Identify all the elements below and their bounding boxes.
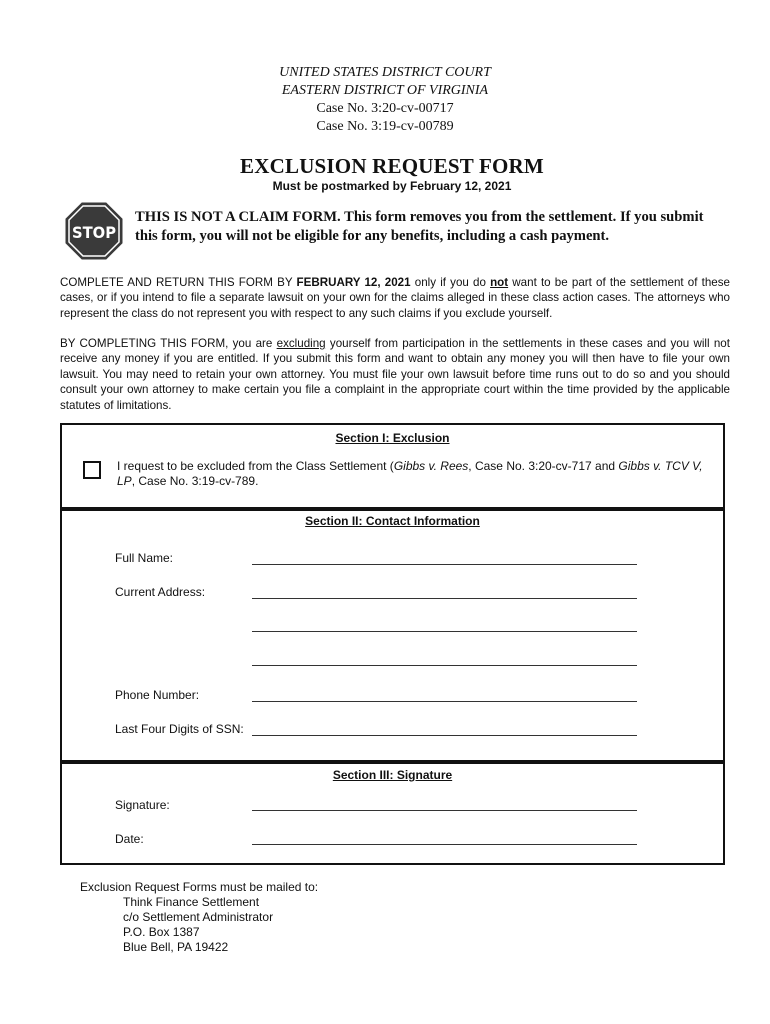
form-title: EXCLUSION REQUEST FORM (240, 154, 544, 178)
section-exclusion-heading: Section I: Exclusion (335, 431, 450, 445)
stop-sign-label: STOP (72, 223, 117, 242)
req-text-b: , Case No. 3:20-cv-717 and (468, 459, 619, 473)
mailing-address-line-1: Think Finance Settlement (123, 895, 260, 909)
mailing-intro: Exclusion Request Forms must be mailed to: (80, 880, 319, 894)
address-label: Current Address: (115, 585, 206, 599)
mailing-instructions (80, 880, 318, 955)
section-contact-heading: Section II: Contact Information (305, 514, 480, 528)
p1-prefix: COMPLETE AND RETURN THIS FORM BY (60, 276, 297, 289)
court-name: UNITED STATES DISTRICT COURT (279, 65, 491, 80)
not-a-claim-warning (135, 208, 735, 246)
stop-sign-icon (65, 202, 123, 260)
p1-deadline: FEBRUARY 12, 2021 (296, 276, 411, 289)
warning-line-1: THIS IS NOT A CLAIM FORM. This form removes you from the settlement. If you submit (135, 209, 704, 225)
p1-mid: only if you do (410, 276, 491, 289)
full-name-label: Full Name: (115, 551, 174, 565)
ssn-label: Last Four Digits of SSN: (115, 722, 244, 736)
p2-excluding: excluding (276, 337, 326, 350)
exclusion-checkbox[interactable] (83, 461, 101, 479)
phone-field[interactable] (252, 701, 637, 702)
case-number-2: Case No. 3:19-cv-00789 (316, 119, 454, 134)
mailing-address-line-4: Blue Bell, PA 19422 (123, 940, 229, 954)
mailing-address-line-3: P.O. Box 1387 (123, 925, 200, 939)
p1-suffix: want to be part of the settlement of these cases, or if you intend to file a separate lawsuit on your own for the claims alleged in these class action cases. The attorneys who represent the class do not represent you with respect to any such claims if you exclude yourself. (60, 276, 731, 320)
mailing-address-line-2: c/o Settlement Administrator (123, 910, 274, 924)
instructions-paragraph-1 (60, 275, 730, 321)
address-field-line-2[interactable] (252, 631, 637, 632)
instructions-paragraph-2 (60, 336, 730, 413)
p2-suffix: yourself from participation in the settlements in these cases and you will not receive any money if you are entitled. If you submit this form and want to obtain any money you will then have to file your own lawsuit. You may need to retain your own attorney. You must file your own lawsuit before time runs out to do so and you should consult your own attorney to make certain you file a complaint in the appropriate court within the time provided by the applicable statutes of limitations. (60, 337, 730, 412)
signature-label: Signature: (115, 798, 170, 812)
signature-field[interactable] (252, 810, 637, 811)
section-exclusion (60, 423, 725, 511)
address-field-line-1[interactable] (252, 598, 637, 599)
p2-prefix: BY COMPLETING THIS FORM, you are (60, 337, 277, 350)
court-district: EASTERN DISTRICT OF VIRGINIA (281, 83, 489, 98)
phone-label: Phone Number: (115, 688, 200, 702)
case-number-1: Case No. 3:20-cv-00717 (316, 101, 454, 116)
date-field[interactable] (252, 844, 637, 845)
section-contact (60, 507, 725, 764)
section-signature (60, 760, 725, 865)
section-signature-heading: Section III: Signature (332, 768, 453, 782)
req-case-name-1: Gibbs v. Rees (393, 459, 469, 473)
postmark-deadline: Must be postmarked by February 12, 2021 (272, 179, 512, 193)
exclusion-request-text (117, 459, 707, 489)
address-field-line-3[interactable] (252, 665, 637, 666)
req-case-name-2: Gibbs v. TCV V, LP (117, 459, 703, 488)
req-text-c: , Case No. 3:19-cv-789. (131, 474, 259, 488)
date-label: Date: (115, 832, 144, 846)
warning-line-2: this form, you will not be eligible for any benefits, including a cash payment. (135, 228, 610, 244)
full-name-field[interactable] (252, 564, 637, 565)
req-text-a: I request to be excluded from the Class Settlement ( (117, 459, 394, 473)
ssn-field[interactable] (252, 735, 637, 736)
court-header (0, 64, 770, 136)
p1-not: not (490, 276, 509, 289)
